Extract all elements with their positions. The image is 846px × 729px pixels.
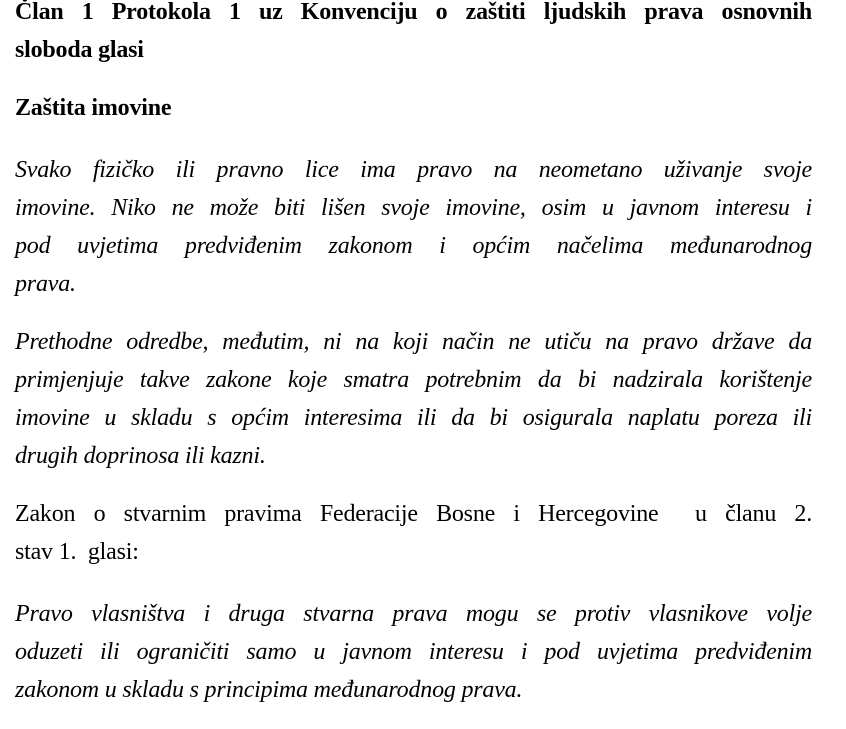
text-line: pod uvjetima predviđenim zakonom i općim načelima međunarodnog [15, 233, 812, 259]
text-line: sloboda glasi [15, 37, 144, 63]
text-line: Zaštita imovine [15, 95, 172, 121]
text-line: zakonom u skladu s principima međunarodnog prava. [15, 677, 523, 703]
text-line: Prethodne odredbe, međutim, ni na koji način ne utiču na pravo države da [15, 329, 812, 355]
text-line: stav 1. glasi: [15, 539, 139, 565]
subheading [15, 89, 812, 127]
text-line: Svako fizičko ili pravno lice ima pravo na neometano uživanje svoje [15, 157, 812, 183]
text-line: oduzeti ili ograničiti samo u javnom interesu i pod uvjetima predviđenim [15, 639, 812, 665]
text-line: Zakon o stvarnim pravima Federacije Bosne i Hercegovine u članu 2. [15, 501, 812, 527]
paragraph-quote-3 [15, 595, 812, 709]
paragraph-quote-2 [15, 323, 812, 475]
text-line: drugih doprinosa ili kazni. [15, 443, 266, 469]
paragraph-reference [15, 495, 812, 571]
text-line: Član 1 Protokola 1 uz Konvenciju o zaštiti ljudskih prava osnovnih [15, 0, 812, 25]
text-line: prava. [15, 271, 76, 297]
text-line: Pravo vlasništva i druga stvarna prava mogu se protiv vlasnikove volje [15, 601, 812, 627]
heading [15, 0, 812, 69]
text-line: imovine u skladu s općim interesima ili da bi osigurala naplatu poreza ili [15, 405, 812, 431]
document-page [15, 0, 812, 729]
paragraph-quote-1 [15, 151, 812, 303]
text-line: imovine. Niko ne može biti lišen svoje imovine, osim u javnom interesu i [15, 195, 812, 221]
text-line: primjenjuje takve zakone koje smatra potrebnim da bi nadzirala korištenje [15, 367, 812, 393]
